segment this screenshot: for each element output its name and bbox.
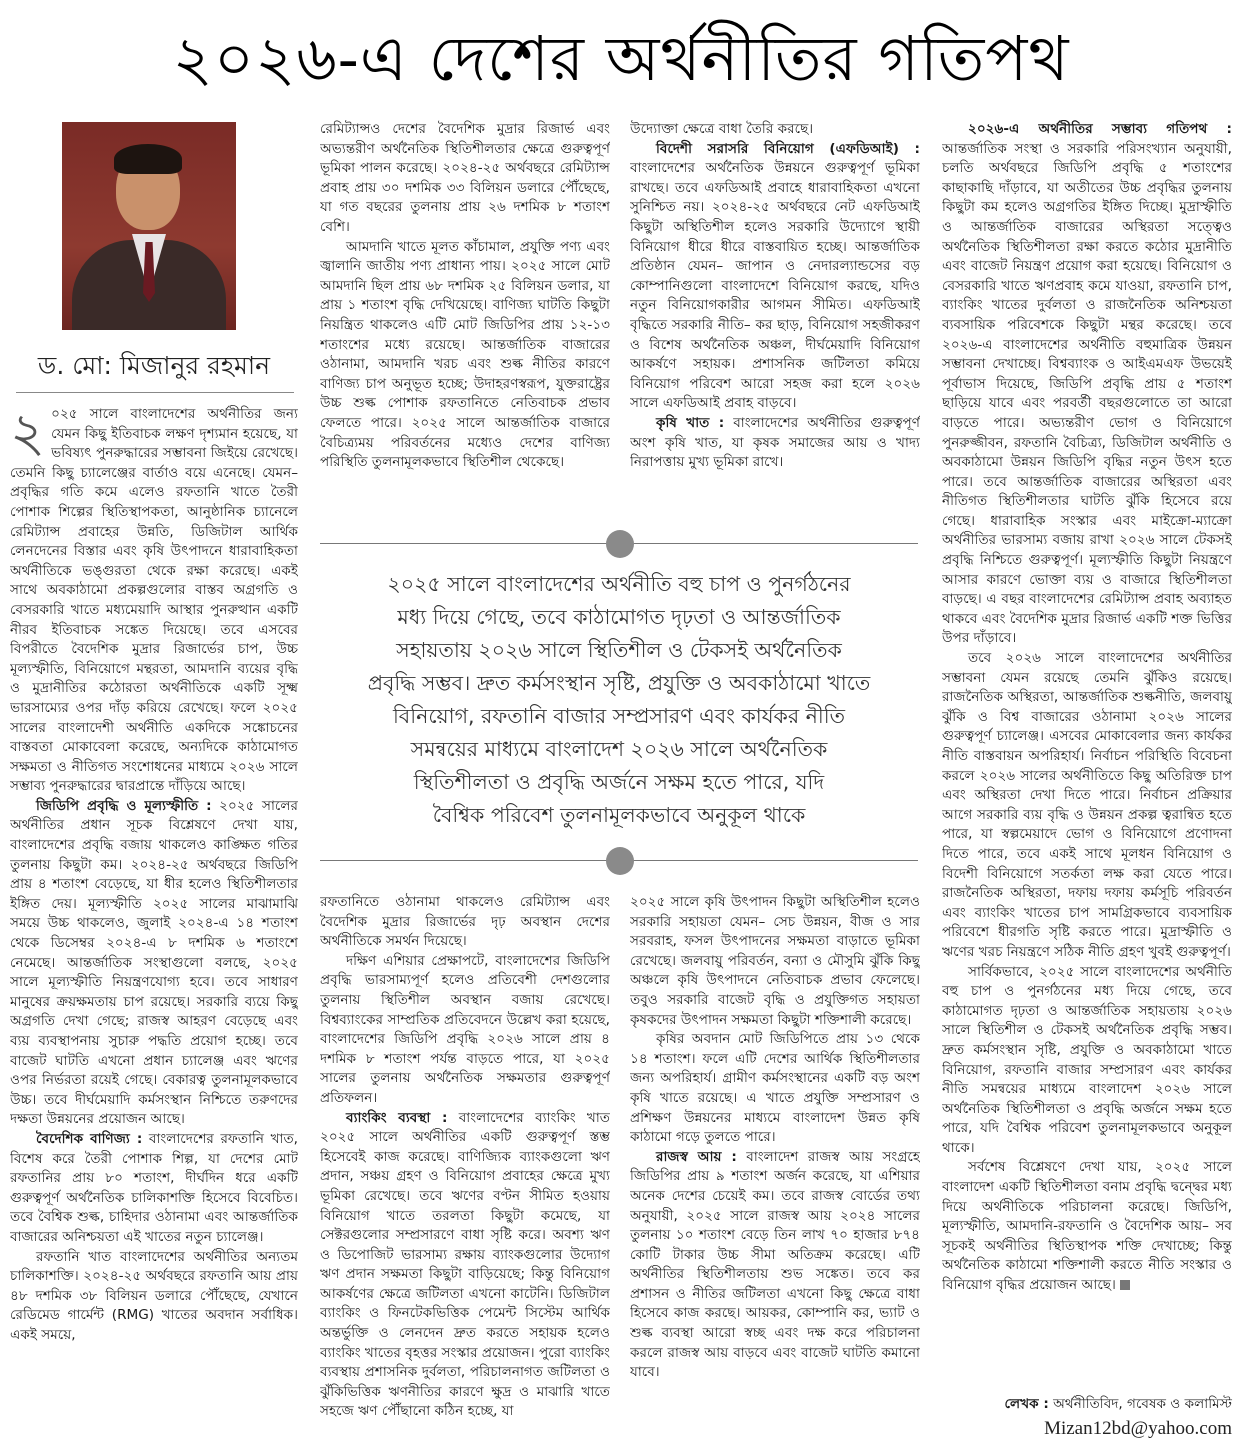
paragraph [320,1109,610,1423]
pull-quote-line: মধ্য দিয়ে গেছে, তবে কাঠামোগত দৃঢ়তা ও আন্তর্জাতিক [397,605,841,629]
paragraph-text: সার্বিকভাবে, ২০২৫ সালে বাংলাদেশের অর্থনীতি বহু চাপ ও পুনর্গঠনের মধ্য দিয়ে গেছে, তবে কাঠামোগত দৃঢ়তা ও আন্তর্জাতিক সহায়তায় ২০২৬ সালে স্থিতিশীল ও টেকসই অর্থনৈতিক প্রবৃদ্ধি সম্ভব। দ্রুত কর্মসংস্থান সৃষ্টি, প্রযুক্তি ও অবকাঠামো খাতে বিনিয়োগ, রফতানি বাজার সম্প্রসারণ এবং কার্যকর নীতি সমন্বয়ের মাধ্যমে বাংলাদেশ ২০২৬ সালে অর্থনৈতিক স্থিতিশীলতা ও প্রবৃদ্ধি অর্জনে সক্ষম হতে পারে, যদি বৈশ্বিক পরিবেশ তুলনামূলকভাবে অনুকূল থাকে। [942,963,1232,1156]
section-heading: জিডিপি প্রবৃদ্ধি ও মূল্যস্ফীতি : [36,797,212,814]
paragraph [630,1148,920,1383]
paragraph [10,797,298,1130]
section-heading: ২০২৬-এ অর্থনীতির সম্ভাব্য গতিপথ : [968,121,1232,137]
paragraph-text: বাংলাদেশের অর্থনীতির গুরুত্বপূর্ণ অংশ কৃষি খাত, যা কৃষক সমাজের আয় ও খাদ্য নিরাপত্তায় মুখ্য ভূমিকা রাখে। [630,414,920,471]
column-1 [10,405,298,1445]
paragraph [320,120,610,238]
paragraph-text: দক্ষিণ এশিয়ার প্রেক্ষাপটে, বাংলাদেশের জিডিপি প্রবৃদ্ধি ভারসাম্যপূর্ণ হলেও প্রতিবেশী দেশগুলোর তুলনায় স্থিতিশীল অবস্থান বজায় রেখেছে। বিশ্বব্যাংকের সাম্প্রতিক প্রতিবেদনে উল্লেখ করা হয়েছে, বাংলাদেশের জিডিপি প্রবৃদ্ধি ২০২৬ সালে প্রায় ৪ দশমিক ৮ শতাংশ পর্যন্ত বাড়তে পারে, যা ২০২৫ সালের তুলনায় অর্থনৈতিক সক্ষমতার গুরুত্বপূর্ণ প্রতিফলন। [320,952,610,1106]
pull-quote-line: ২০২৫ সালে বাংলাদেশের অর্থনীতি বহু চাপ ও পুনর্গঠনের [387,572,851,596]
article-title: ২০২৬-এ দেশের অর্থনীতির গতিপথ [172,22,1070,95]
author-name: ড. মো: মিজানুর রহমান [37,351,271,380]
byline-label: লেখক : [1004,1396,1049,1412]
byline [942,1395,1232,1414]
paragraph [320,893,610,952]
paragraph-text: বাংলাদেশের ব্যাংকিং খাত ২০২৫ সালে অর্থনীতির একটি গুরুত্বপূর্ণ স্তম্ভ হিসেবেই কাজ করেছে। বাণিজ্যিক ব্যাংকগুলো ঋণ প্রদান, সঞ্চয় গ্রহণ ও বিনিয়োগ প্রবাহের ক্ষেত্রে মুখ্য ভূমিকা রেখেছে। তবে ঋণের বণ্টন সীমিত হওয়ায় বিনিয়োগ খাতে তরলতা কিছুটা কমেছে, যা সেক্টরগুলোর সম্প্রসারণে বাধা সৃষ্টি করে। অবশ্য ঋণ ও ডিপোজিট ভারসাম্য রক্ষায় ব্যাংকগুলোর উদ্যোগ ঋণ প্রদান সক্ষমতা কিছুটা বাড়িয়েছে; কিন্তু বিনিয়োগ আকর্ষণের ক্ষেত্রে জটিলতা এখনো কাটেনি। ডিজিটাল ব্যাংকিং ও ফিনটেকভিত্তিক পেমেন্ট সিস্টেম আর্থিক অন্তর্ভুক্তি ও লেনদেন দ্রুত করতে সহায়ক হলেও ব্যাংকিং খাতের বৃহত্তর সংস্কার প্রয়োজন। পুরো ব্যাংকিং ব্যবস্থায় প্রশাসনিক দুর্বলতা, পরিচালনাগত জটিলতা ও ঝুঁকিভিত্তিক ঋণনীতির কারণে ক্ষুদ্র ও মাঝারি খাতে সহজে ঋণ পৌঁছানো কঠিন হচ্ছে, যা [320,1109,610,1420]
paragraph-text: বাংলাদেশ রাজস্ব আয় সংগ্রহে জিডিপির প্রায় ৯ শতাংশ অর্জন করেছে, যা এশিয়ার অনেক দেশের চেয়েই কম। তবে রাজস্ব বোর্ডের তথ্য অনুযায়ী, ২০২৫ সালে রাজস্ব আয় ২০২৪ সালের তুলনায় ১০ শতাংশ বেড়ে তিন লাখ ৭০ হাজার ৮৭৪ কোটি টাকার উচ্চ সীমা অতিক্রম করেছে। এটি অর্থনীতির স্থিতিশীলতায় শুভ সঙ্কেত। তবে কর প্রশাসন ও নীতির জটিলতা এখনো কিছু ক্ষেত্রে বাধা হিসেবে কাজ করছে। আয়কর, কোম্পানি কর, ভ্যাট ও শুল্ক ব্যবস্থা আরো স্বচ্ছ এবং দক্ষ করে পরিচালনা করলে রাজস্ব আয় বাড়বে এবং বাজেট ঘাটতি কমানো যাবে। [630,1148,920,1381]
end-mark-icon [1120,1280,1130,1290]
paragraph [942,649,1232,963]
paragraph-text: ২০২৫ সালে কৃষি উৎপাদন কিছুটা অস্থিতিশীল হলেও সরকারি সহায়তা যেমন– সেচ উন্নয়ন, বীজ ও সার সরবরাহ, ফসল উৎপাদনের সক্ষমতা বাড়াতে ভূমিকা রেখেছে। জলবায়ু পরিবর্তন, বন্যা ও মৌসুমি ঝুঁকি কিছু অঞ্চলে কৃষি উৎপাদনে নেতিবাচক প্রভাব ফেলেছে। তবুও সরকারি বাজেট বৃদ্ধি ও প্রযুক্তিগত সহায়তা কৃষকদের উৎপাদন সক্ষমতা কিছুটা শক্তিশালী করেছে। [630,894,920,1028]
paragraph [630,140,920,414]
paragraph-text: কৃষির অবদান মোট জিডিপিতে প্রায় ১৩ থেকে ১৪ শতাংশ। ফলে এটি দেশের আর্থিক স্থিতিশীলতার জন্য অপরিহার্য। গ্রামীণ কর্মসংস্থানের একটি বড় অংশ কৃষি খাতে রয়েছে। এ খাতে প্রযুক্তি সম্প্রসারণ ও প্রশিক্ষণ উন্নয়নের মাধ্যমে বাংলাদেশ উন্নত কৃষি কাঠামো গড়ে তুলতে পারে। [630,1031,920,1146]
pull-quote-line: প্রবৃদ্ধি সম্ভব। দ্রুত কর্মসংস্থান সৃষ্টি, প্রযুক্তি ও অবকাঠামো খাতে [367,671,871,695]
pull-quote-line: বিনিয়োগ, রফতানি বাজার সম্প্রসারণ এবং কার্যকর নীতি [392,704,846,728]
paragraph-text: রফতানি খাত বাংলাদেশের অর্থনীতির অন্যতম চালিকাশক্তি। ২০২৪-২৫ অর্থবছরে রফতানি আয় প্রায় ৪৮ দশমিক ৩৮ বিলিয়ন ডলারে পৌঁছেছে, যেখানে রেডিমেড গার্মেন্ট (RMG) খাতের অবদান সর্বাধিক। একই সময়ে, [10,1248,298,1343]
column-2-top [320,120,610,525]
column-3-top [630,120,920,525]
separator-circle-icon [606,530,634,558]
paragraph [10,405,298,797]
photo-hair [114,144,182,174]
paragraph-text: বাংলাদেশের অর্থনৈতিক উন্নয়নে গুরুত্বপূর্ণ ভূমিকা রাখছে। তবে এফডিআই প্রবাহে ধারাবাহিকতা এখনো সুনিশ্চিত নয়। ২০২৪-২৫ অর্থবছরে নেট এফডিআই কিছুটা অস্থিতিশীল হলেও সরকারি উদ্যোগে স্থায়ী বিনিয়োগ ধীরে ধীরে বাস্তবায়িত হচ্ছে। আন্তর্জাতিক প্রতিষ্ঠান যেমন– জাপান ও নেদারল্যান্ডসের বড় কোম্পানিগুলো বাংলাদেশে বিনিয়োগ করছে, যদিও নতুন বিনিয়োগকারীর আগমন সীমিত। এফডিআই বৃদ্ধিতে সরকারি নীতি– কর ছাড়, বিনিয়োগ সহজীকরণ ও বিশেষ অর্থনৈতিক অঞ্চল, দীর্ঘমেয়াদি বিনিয়োগ আকর্ষণে সহায়ক। প্রশাসনিক জটিলতা কমিয়ে বিনিয়োগ পরিবেশ আরো সহজ করা হলে ২০২৬ সালে এফডিআই প্রবাহ বাড়বে। [630,160,920,412]
paragraph-text: তবে ২০২৬ সালে বাংলাদেশের অর্থনীতির সম্ভাবনা যেমন রয়েছে তেমনি ঝুঁকিও রয়েছে। রাজনৈতিক অস্থিরতা, আন্তর্জাতিক শুল্কনীতি, জলবায়ু ঝুঁকি ও বিশ্ব বাজারের ওঠানামা ২০২৬ সালের গুরুত্বপূর্ণ চ্যালেঞ্জ। এসবের মোকাবেলার জন্য কার্যকর নীতি বাস্তবায়ন অপরিহার্য। নির্বাচন পরিস্থিতি বিবেচনা করলে ২০২৬ সালের অর্থনীতিতে কিছু অতিরিক্ত চাপ এবং অস্থিরতা দেখা দিতে পারে। নির্বাচন প্রক্রিয়ার আগে সরকারি ব্যয় বৃদ্ধি ও উন্নয়ন প্রকল্প ত্বরান্বিত হতে পারে, যা স্বল্পমেয়াদে ভোগ ও বিনিয়োগে প্রণোদনা দিতে পারে, তবে একই সাথে মূলধন বিনিয়োগ ও বিদেশী বিনিয়োগে সতর্কতা লক্ষ করা যেতে পারে। রাজনৈতিক অস্থিরতা, দফায় দফায় কর্মসূচি পরিবর্তন এবং ব্যাংকিং খাতের চাপ সামগ্রিকভাবে ব্যবসায়িক পরিবেশে ধীরগতি সৃষ্টি করতে পারে। মুদ্রাস্ফীতি ও ঋণের খরচ নিয়ন্ত্রণে সঠিক নীতি গ্রহণ খুবই গুরুত্বপূর্ণ। [942,650,1232,960]
paragraph-text: ২০২৫ সালের অর্থনীতির প্রধান সূচক বিশ্লেষণে দেখা যায়, বাংলাদেশের প্রবৃদ্ধি বজায় থাকলেও কাঙ্ক্ষিত গতির তুলনায় কিছুটা কম। ২০২৪-২৫ অর্থবছরে জিডিপি প্রায় ৪ শতাংশ বেড়েছে, যা ধীর হলেও স্থিতিশীলতার ইঙ্গিত দেয়। মূল্যস্ফীতি ২০২৫ সালের মাঝামাঝি সময়ে উচ্চ থাকলেও, জুলাই ২০২৪-এ ১৪ শতাংশ থেকে ডিসেম্বর ২০২৪-এ ৮ দশমিক ৬ শতাংশে নেমেছে। আন্তর্জাতিক সংস্থাগুলো বলছে, ২০২৫ সালে মূল্যস্ফীতি নিয়ন্ত্রণযোগ্য হবে। তবে সাধারণ মানুষের ক্রয়ক্ষমতায় চাপ রয়েছে। সরকারি ব্যয়ে কিছু অগ্রগতি দেখা গেছে; রাজস্ব আহরণ বেড়েছে এবং ব্যয় ব্যবস্থাপনায় সুচারু পদ্ধতি প্রয়োগ হচ্ছে। তবে বাজেট ঘাটতি এখনো প্রধান চ্যালেঞ্জ এবং ঋণের ওপর নির্ভরতা রয়েই গেছে। বেকারত্ব তুলনামূলকভাবে উচ্চ। তবে দীর্ঘমেয়াদি কর্মসংস্থান নিশ্চিতে তরুণদের দক্ষতা উন্নয়নের প্রয়োজন আছে। [10,797,298,1128]
paragraph-text: আন্তর্জাতিক সংস্থা ও সরকারি পরিসংখ্যান অনুযায়ী, চলতি অর্থবছরে জিডিপি প্রবৃদ্ধি ৫ শতাংশের কাছাকাছি দাঁড়াবে, যা অতীতের উচ্চ প্রবৃদ্ধির তুলনায় কিছুটা কম হলেও অগ্রগতির ইঙ্গিত দিচ্ছে। মুদ্রাস্ফীতি ও আন্তর্জাতিক বাজারের অস্থিরতা সত্ত্বেও অর্থনৈতিক স্থিতিশীলতা রক্ষা করতে কঠোর মুদ্রানীতি এবং বাজেট নিয়ন্ত্রণ প্রয়োগ করা হয়েছে। বিনিয়োগ ও বেসরকারি খাতে ঋণপ্রবাহ কমে যাওয়া, রফতানি চাপ, ব্যাংকিং খাতের দুর্বলতা ও রাজনৈতিক অনিশ্চয়তা ব্যবসায়িক পরিবেশকে কিছুটা মন্থর করেছে। তবে ২০২৬-এ বাংলাদেশের অর্থনীতি বহুমাত্রিক উন্নয়ন সম্ভাবনা দেখাচ্ছে। বিশ্বব্যাংক ও আইএমএফ উভয়েই পূর্বাভাস দিয়েছে, জিডিপি প্রবৃদ্ধি প্রায় ৫ শতাংশ ছাড়িয়ে যাবে এবং পরবর্তী বছরগুলোতে তা আরো বাড়তে পারে। অভ্যন্তরীণ ভোগ ও বিনিয়োগে পুনরুজ্জীবন, রফতানি বৈচিত্র্য, ডিজিটাল অর্থনীতি ও অবকাঠামো উন্নয়ন জিডিপি বৃদ্ধির নতুন উৎস হতে পারে। তবে আন্তর্জাতিক বাজারের অস্থিরতা এবং নীতিগত স্থিতিশীলতার ঘাটতি ঝুঁকি হিসেবে রয়ে গেছে। ধারাবাহিক সংস্কার এবং মাইক্রো-ম্যাক্রো অর্থনীতির ভারসাম্য বজায় রাখা ২০২৬ সালে টেকসই প্রবৃদ্ধি নিশ্চিতে গুরুত্বপূর্ণ। মূল্যস্ফীতি কিছুটা নিয়ন্ত্রণে আসার কারণে ভোক্তা ব্যয় ও বাজারে স্থিতিশীলতা বাড়ছে। এ বছর বাংলাদেশের রেমিট্যান্স প্রবাহ অব্যাহত থাকবে এবং বৈদেশিক মুদ্রার রিজার্ভ একটি শক্ত ভিত্তির উপর দাঁড়াবে। [942,140,1232,647]
pull-quote-line: সহায়তায় ২০২৬ সালে স্থিতিশীল ও টেকসই অর্থনৈতিক [396,638,842,662]
paragraph [630,1030,920,1148]
pull-quote-line: সমন্বয়ের মাধ্যমে বাংলাদেশ ২০২৬ সালে অর্থনৈতিক [410,737,828,761]
section-heading: বৈদেশিক বাণিজ্য : [36,1130,143,1147]
column-3-bottom [630,893,920,1445]
paragraph [630,120,920,140]
paragraph [942,963,1232,1159]
author-divider [16,392,294,393]
section-heading: ব্যাংকিং ব্যবস্থা : [346,1109,448,1126]
pull-quote-line: স্থিতিশীলতা ও প্রবৃদ্ধি অর্জনে সক্ষম হতে পারে, যদি [413,770,825,794]
separator-circle-icon [606,847,634,875]
paragraph [630,893,920,1030]
section-heading: রাজস্ব আয় : [656,1148,737,1165]
section-heading: বিদেশী সরাসরি বিনিয়োগ (এফডিআই) : [656,140,920,157]
paragraph-text: রেমিট্যান্সও দেশের বৈদেশিক মুদ্রার রিজার্ভ এবং অভ্যন্তরীণ অর্থনৈতিক স্থিতিশীলতার ক্ষেত্রে গুরুত্বপূর্ণ ভূমিকা পালন করেছে। ২০২৪-২৫ অর্থবছরে রেমিট্যান্স প্রবাহ প্রায় ৩০ দশমিক ৩৩ বিলিয়ন ডলারে পৌঁছেছে, যা গত বছরের তুলনায় প্রায় ২৬ দশমিক ৮ শতাংশ বেশি। [320,121,610,235]
paragraph [320,238,610,473]
author-email: Mizan12bd@yahoo.com [1044,1418,1232,1439]
paragraph [630,414,920,473]
paragraph-text: রফতানিতে ওঠানামা থাকলেও রেমিট্যান্স এবং বৈদেশিক মুদ্রার রিজার্ভের দৃঢ় অবস্থান দেশের অর্থনীতিকে সমর্থন দিয়েছে। [320,894,610,950]
paragraph [942,1158,1232,1295]
author-photo [62,122,236,330]
paragraph [10,1248,298,1346]
paragraph-text: সর্বশেষ বিশ্লেষণে দেখা যায়, ২০২৫ সালে বাংলাদেশ একটি স্থিতিশীলতা বনাম প্রবৃদ্ধি দ্বন্দ্বের মধ্য দিয়ে অর্থনীতিকে পরিচালনা করেছে। জিডিপি, মূল্যস্ফীতি, আমদানি-রফতানি ও বৈদেশিক আয়– সব সূচকই অর্থনীতির স্থিতিস্থাপক শক্তি দেখাচ্ছে; কিন্তু অর্থনৈতিক কাঠামো শক্তিশালী করতে নীতি সংস্কার ও বিনিয়োগ বৃদ্ধির প্রয়োজন আছে। [942,1159,1232,1294]
pull-quote-separator-top [320,530,918,558]
pull-quote [318,568,920,832]
byline-text: অর্থনীতিবিদ, গবেষক ও কলামিস্ট [1048,1396,1232,1412]
paragraph-text: বাংলাদেশের রফতানি খাত, বিশেষ করে তৈরী পোশাক শিল্প, যা দেশের মোট রফতানির প্রায় ৮০ শতাংশ, দীর্ঘদিন ধরে একটি গুরুত্বপূর্ণ অর্থনৈতিক চালিকাশক্তি হিসেবে বিবেচিত। তবে বৈশ্বিক শুল্ক, চাহিদার ওঠানামা এবং আন্তর্জাতিক বাজারের অনিশ্চয়তা এই খাতের নতুন চ্যালেঞ্জ। [10,1130,298,1245]
drop-cap: ২ [10,405,46,464]
paragraph [942,120,1232,649]
paragraph [320,952,610,1109]
pull-quote-separator-bottom [320,847,918,875]
section-heading: কৃষি খাত : [656,414,725,431]
paragraph-text: আমদানি খাতে মূলত কাঁচামাল, প্রযুক্তি পণ্য এবং জ্বালানি জাতীয় পণ্য প্রাধান্য পায়। ২০২৫ সালে মোট আমদানি ছিল প্রায় ৬৮ দশমিক ২৫ বিলিয়ন ডলার, যা প্রায় ১ শতাংশ বৃদ্ধি দেখিয়েছে। বাণিজ্য ঘাটতি কিছুটা নিয়ন্ত্রিত থাকলেও এটি মোট জিডিপির প্রায় ১২-১৩ শতাংশের মধ্যে রয়েছে। আন্তর্জাতিক বাজারের ওঠানামা, আমদানি খরচ এবং শুল্ক নীতির কারণে বাণিজ্য চাপ অনুভূত হচ্ছে; উদাহরণস্বরূপ, যুক্তরাষ্ট্রের উচ্চ শুল্ক পোশাক রফতানিতে নেতিবাচক প্রভাব ফেলতে পারে। ২০২৫ সালে আন্তর্জাতিক বাজারে বৈচিত্র্যময় পরিবর্তনের মধ্যেও দেশের বাণিজ্য পরিস্থিতি তুলনামূলকভাবে স্থিতিশীল থেকেছে। [320,238,610,471]
paragraph [10,1130,298,1248]
paragraph-text: ০২৫ সালে বাংলাদেশের অর্থনীতির জন্য যেমন কিছু ইতিবাচক লক্ষণ দৃশ্যমান হয়েছে, যা ভবিষ্যৎ পুনরুদ্ধারের সম্ভাবনা জিইয়ে রেখেছে। তেমনি কিছু চ্যালেঞ্জের বার্তাও বয়ে এনেছে। যেমন– প্রবৃদ্ধির গতি কমে এলেও রফতানি খাতে তৈরী পোশাক শিল্পের স্থিতিস্থাপকতা, আনুষ্ঠানিক চ্যানেলে রেমিট্যান্স প্রবাহের উন্নতি, ডিজিটাল আর্থিক লেনদেনের বিস্তার এবং কৃষি উৎপাদনে ধারাবাহিকতা অর্থনীতিকে ভঙ্গুরতা থেকে রক্ষা করেছে। একই সাথে অবকাঠামো প্রকল্পগুলোর বাস্তব অগ্রগতি ও বেসরকারি খাতে মধ্যমেয়াদি আস্থার পুনরুত্থান একটি নীরব ইতিবাচক সঙ্কেত দিয়েছে। তবে এসবের বিপরীতে বৈদেশিক মুদ্রার রিজার্ভের চাপ, উচ্চ মূল্যস্ফীতি, বিনিয়োগে মন্থরতা, আমদানি ব্যয়ের বৃদ্ধি ও মুদ্রানীতির কঠোরতা অর্থনীতিকে একটি সূক্ষ্ম ভারসাম্যের ওপর দাঁড় করিয়ে রেখেছে। ফলে ২০২৫ সালের বাংলাদেশী অর্থনীতি একদিকে সঙ্কোচনের বাস্তবতা মোকাবেলা করেছে, অন্যদিকে কাঠামোগত সক্ষমতা ও নীতিগত সংশোধনের মাধ্যমে ২০২৬ সালে সম্ভাব্য পুনরুদ্ধারের দ্বারপ্রান্তে দাঁড়িয়ে আছে। [10,406,298,795]
pull-quote-line: বৈশ্বিক পরিবেশ তুলনামূলকভাবে অনুকূল থাকে [432,803,806,827]
column-2-bottom [320,893,610,1445]
column-4 [942,120,1232,1420]
paragraph-text: উদ্যোক্তা ক্ষেত্রে বাধা তৈরি করছে। [630,121,814,137]
